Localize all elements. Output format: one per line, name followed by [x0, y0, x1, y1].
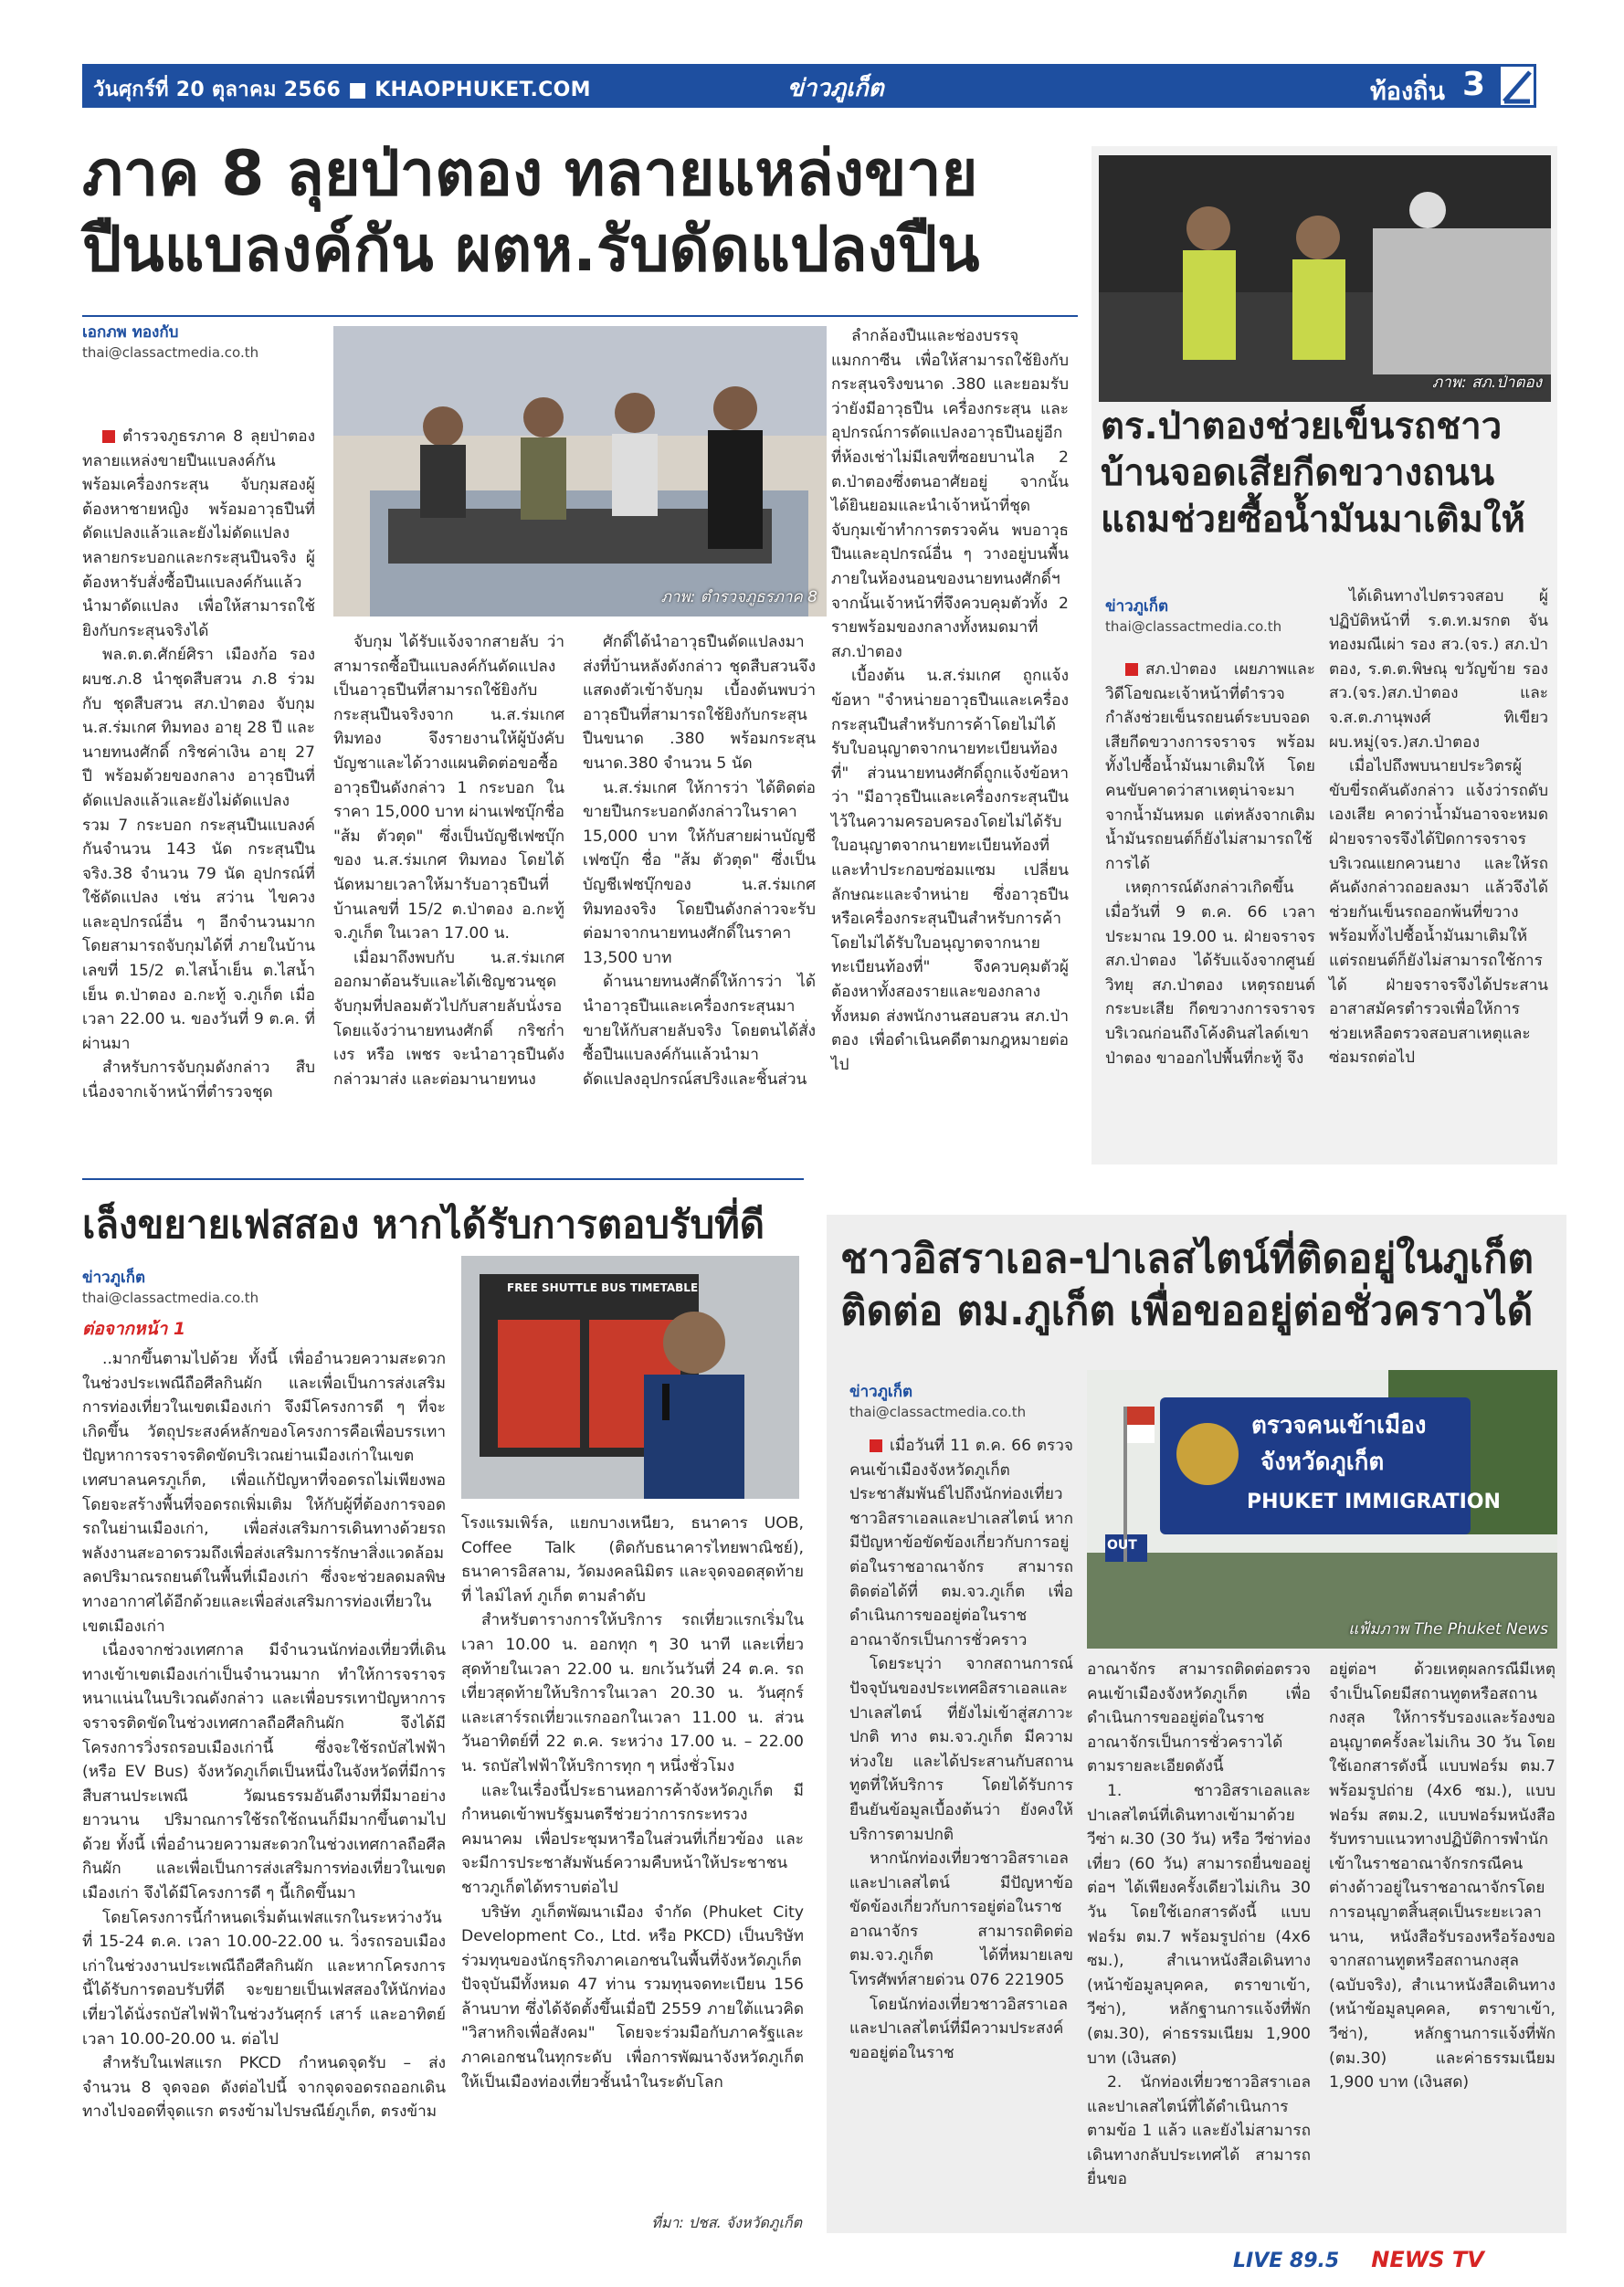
story2-headline: ตร.ป่าตองช่วยเข็นรถชาวบ้านจอดเสียกีดขวางถนน แถมช่วยซื้อน้ำมันมาเติมให้ [1101, 406, 1525, 542]
story2-column-2: ได้เดินทางไปตรวจสอบ ผู้ปฏิบัติหน้าที่ ร.ต.ท.มรกต จันทองมณีเผ่า รอง สว.(จร.) สภ.ป่าตอง, ร.ต.ต.พิษณุ ขวัญข้าย รอง สว.(จร.)สภ.ป่าตอง และ จ.ส.ต.ภานุพงศ์ ทิเขียว ผบ.หมู่(จร.)สภ.ป่าตอง เมื่อไปถึงพบนายประวิตรผู้ขับขี่รถคันดังกล่าว แจ้งว่ารถดับเองเสีย คาดว่าน้ำมันอาจจะหมด ฝ่ายจราจรจึงได้ปิดการจราจรบริเวณแยกควนยาง และให้รถคันดังกล่าวถอยลงมา แล้วจึงได้ช่วยกันเข็นรถออกพ้นที่ขวาง พร้อมทั้งไปซื้อน้ำมันมาเติมให้ แต่รถยนต์ก็ยังไม่สามารถใช้การได้ ฝ่ายจราจรจึงได้ประสานอาสาสมัครตำรวจเพื่อให้การช่วยเหลือตรวจสอบสาเหตุและซ่อมรถต่อไป [1329, 587, 1548, 1068]
story4-sign-line1: ตรวจคนเข้าเมือง [1251, 1412, 1427, 1439]
story3-photo [461, 1256, 799, 1499]
story3-rule [82, 1178, 804, 1180]
story1-column-2: จับกุม ได้รับแจ้งจากสายลับ ว่าสามารถซื้อปืนแบลงค์กันดัดแปลงเป็นอาวุธปืนที่สามารถใช้ยิงกับกระสุนปืนจริงจาก น.ส.ร่มเกศ ทิมทอง จึงรายงานให้ผู้บังคับบัญชาและได้วางแผนติดต่อขอซื้ออาวุธปืนดังกล่าว 1 กระบอก ในราคา 15,000 บาท ผ่านเฟซบุ๊กชื่อ "ส้ม ตัวตุด" ซึ่งเป็นบัญชีเฟซบุ๊กของ น.ส.ร่มเกศ ทิมทอง โดยได้นัดหมายเวลาให้มารับอาวุธปืนที่บ้านเลขที่ 15/2 ต.ป่าตอง อ.กะทู้ จ.ภูเก็ต ในเวลา 17.00 น. เมื่อมาถึงพบกับ น.ส.ร่มเกศ ออกมาต้อนรับและได้เชิญชวนชุดจับกุมที่ปลอมตัวไปกับสายลับนั่งรอ โดยแจ้งว่านายทนงศักดิ์ กริชก่ำเงร หรือ เพชร จะนำอาวุธปืนดังกล่าวมาส่ง และต่อมานายทนง [333, 633, 564, 1089]
story2-photo-caption: ภาพ: สภ.ป่าตอง [1432, 374, 1542, 392]
story1-photo [333, 326, 827, 617]
story3-continued-label: ต่อจากหน้า 1 [82, 1319, 186, 1339]
story2-photo [1099, 155, 1551, 402]
story4-photo-caption: แฟ้มภาพ The Phuket News [1348, 1620, 1548, 1639]
story1-rule [82, 315, 1078, 317]
story3-source: ที่มา: ปชส. จังหวัดภูเก็ต [651, 2214, 802, 2231]
story4-column-2: อาณาจักร สามารถติดต่อตรวจคนเข้าเมืองจังหวัดภูเก็ต เพื่อดำเนินการขออยู่ต่อในราชอาณาจักรเป็นการชั่วคราวได้ ตามรายละเอียดดังนี้ 1. ชาวอิสราเอลและปาเลสไตน์ที่เดินทางเข้ามาด้วย วีซ่า ผ.30 (30 วัน) หรือ วีซ่าท่องเที่ยว (60 วัน) สามารถยื่นขออยู่ต่อฯ ได้เพียงครั้งเดียวไม่เกิน 30 วัน โดยใช้เอกสารดังนี้ แบบฟอร์ม ตม.7 พร้อมรูปถ่าย (4x6 ซม.), สำเนาหนังสือเดินทาง (หน้าข้อมูลบุคคล, ตราขาเข้า, วีซ่า), หลักฐานการแจ้งที่พัก (ตม.30), ค่าธรรมเนียม 1,900 บาท (เงินสด) 2. นักท่องเที่ยวชาวอิสราเอลและปาเลสไตน์ที่ได้ดำเนินการตามข้อ 1 แล้ว และยังไม่สามารถเดินทางกลับประเทศได้ สามารถยื่นขอ [1087, 1660, 1311, 2189]
story4-out-sign: OUT [1107, 1538, 1137, 1553]
story4-column-1: เมื่อวันที่ 11 ต.ค. 66 ตรวจคนเข้าเมืองจังหวัดภูเก็ต ประชาสัมพันธ์ไปถึงนักท่องเที่ยวชาวอิสราเอลและปาเลสไตน์ หากมีปัญหาข้อขัดข้องเกี่ยวกับการอยู่ต่อในราชอาณาจักร สามารถติดต่อได้ที่ ตม.จว.ภูเก็ต เพื่อดำเนินการขออยู่ต่อในราชอาณาจักรเป็นการชั่วคราว โดยระบุว่า จากสถานการณ์ปัจจุบันของประเทศอิสราเอลและปาเลสไตน์ ที่ยังไม่เข้าสู่สภาวะปกติ ทาง ตม.จว.ภูเก็ต มีความห่วงใย และได้ประสานกับสถานทูตที่ให้บริการ โดยได้รับการยืนยันข้อมูลเบื้องต้นว่า ยังคงให้บริการตามปกติ หากนักท่องเที่ยวชาวอิสราเอลและปาเลสไตน์ มีปัญหาข้อขัดข้องเกี่ยวกับการอยู่ต่อในราชอาณาจักร สามารถติดต่อ ตม.จว.ภูเก็ต ได้ที่หมายเลขโทรศัพท์สายด่วน 076 221905 โดยนักท่องเที่ยวชาวอิสราเอลและปาเลสไตน์ที่มีความประสงค์ขออยู่ต่อในราช [849, 1437, 1073, 2062]
story1-column-1: ตำรวจภูธรภาค 8 ลุยป่าตองทลายแหล่งขายปืนแบลงค์กัน พร้อมเครื่องกระสุน จับกุมสองผู้ต้องหาชายหญิง พร้อมอาวุธปืนที่ดัดแปลงแล้วและยังไม่ดัดแปลง หลายกระบอกและกระสุนปืนจริง ผู้ต้องหารับสั่งซื้อปืนแบลงค์กันแล้วนำมาดัดแปลง เพื่อให้สามารถใช้ยิงกับกระสุนจริงได้ พล.ต.ต.ศักย์ศิรา เมืองก้อ รอง ผบช.ภ.8 นำชุดสืบสวน ภ.8 ร่วมกับ ชุดสืบสวน สภ.ป่าตอง จับกุม น.ส.ร่มเกศ ทิมทอง อายุ 28 ปี และนายทนงศักดิ์ กริชค่าเงิน อายุ 27 ปี พร้อมด้วยของกลาง อาวุธปืนที่ดัดแปลงแล้วและยังไม่ดัดแปลง รวม 7 กระบอก กระสุนปืนแบลงค์กันจำนวน 143 นัด กระสุนปืนจริง.38 จำนวน 79 นัด อุปกรณ์ที่ใช้ดัดแปลง เช่น สว่าน ไขควง และอุปกรณ์อื่น ๆ อีกจำนวนมาก โดยสามารถจับกุมได้ที่ ภายในบ้านเลขที่ 15/2 ต.ไสน้ำเย็น ต.ไสน้ำเย็น ต.ป่าตอง อ.กะทู้ จ.ภูเก็ต เมื่อเวลา 22.00 น. ของวันที่ 9 ต.ค. ที่ผ่านมา สำหรับการจับกุมดังกล่าว สืบเนื่องจากเจ้าหน้าที่ตำรวจชุด [82, 427, 315, 1102]
story4-byline: ข่าวภูเก็ต thai@classactmedia.co.th [849, 1383, 1027, 1420]
story4-sign-line2: จังหวัดภูเก็ต [1260, 1449, 1385, 1476]
story3-column-1: ..มากขึ้นตามไปด้วย ทั้งนี้ เพื่ออำนวยความสะดวกในช่วงประเพณีถือศีลกินผัก และเพื่อเป็นการส่งเสริมการท่องเที่ยวในเขตเมืองเก่า จึงมีโครงการดี ๆ ที่จะเกิดขึ้น วัตถุประสงค์หลักของโครงการคือเพื่อบรรเทาปัญหาการจราจรติดขัดบริเวณย่านเมืองเก่าในเขตเทศบาลนครภูเก็ต, เพื่อแก้ปัญหาที่จอดรถไม่เพียงพอโดยจะสร้างพื้นที่จอดรถเพิ่มเติม ให้กับผู้ที่ต้องการจอดรถในย่านเมืองเก่า, เพื่อส่งเสริมการเดินทางด้วยรถพลังงานสะอาดรวมถึงเพื่อส่งเสริมการรักษาสิ่งแวดล้อม ลดปริมาณรถยนต์ในพื้นที่เมืองเก่า ซึ่งจะช่วยลดมลพิษทางอากาศได้อีกด้วยและเพื่อส่งเสริมการท่องเที่ยวในเขตเมืองเก่า เนื่องจากช่วงเทศกาล มีจำนวนนักท่องเที่ยวที่เดินทางเข้าเขตเมืองเก่าเป็นจำนวนมาก ทำให้การจราจรหนาแน่นในบริเวณดังกล่าว และเพื่อบรรเทาปัญหาการจราจรติดขัดในช่วงเทศกาลถือศีลกินผัก จึงได้มีโครงการวิ่งรถรอบเมืองเก่านี้ ซึ่งจะใช้รถบัสไฟฟ้า (หรือ EV Bus) จังหวัดภูเก็ตเป็นหนึ่งในจังหวัดที่มีการสืบสานประเพณี วัฒนธรรมอันดีงามที่มีมาอย่างยาวนาน ปริมาณการใช้รถใช้ถนนก็มีมากขึ้นตามไปด้วย ทั้งนี้ เพื่ออำนวยความสะดวกในช่วงเทศกาลถือศีลกินผัก และเพื่อเป็นการส่งเสริมการท่องเที่ยวในเขตเมืองเก่า จึงได้มีโครงการดี ๆ นี้เกิดขึ้นมา โดยโครงการนี้กำหนดเริ่มต้นเฟสแรกในระหว่างวันที่ 15-24 ต.ค. เวลา 10.00-22.00 น. วิ่งรถรอบเมืองเก่าในช่วงงานประเพณีถือศีลกินผัก และหากโครงการนี้ได้รับการตอบรับที่ดี จะขยายเป็นเฟสสองให้นักท่องเที่ยวได้นั่งรถบัสไฟฟ้าในช่วงวันศุกร์ เสาร์ และอาทิตย์ เวลา 10.00-20.00 น. ต่อไป สำหรับในเฟสแรก PKCD กำหนดจุดรับ – ส่ง จำนวน 8 จุดจอด ดังต่อไปนี้ จากจุดจอดรถออกเดินทางไปจอดที่จุดแรก ตรงข้ามไปรษณีย์ภูเก็ต, ตรงข้าม [82, 1350, 446, 2122]
corner-mark-icon [1498, 64, 1536, 108]
story1-byline: เอกภพ ทองกับ thai@classactmedia.co.th [82, 323, 259, 361]
bullet-square-icon [1125, 663, 1138, 676]
story1-column-4: ลำกล้องปืนและช่องบรรจุแมกกาซีน เพื่อให้สามารถใช้ยิงกับกระสุนจริงขนาด .380 และยอมรับว่ายังมีอาวุธปืน เครื่องกระสุน และอุปกรณ์การดัดแปลงอาวุธปืนอยู่อีกที่ห้องเช่าไม่มีเลขที่ซอยบานไล 2 ต.ป่าตองซึ่งตนอาศัยอยู่ จากนั้นได้ยินยอมและนำเจ้าหน้าที่ชุดจับกุมเข้าทำการตรวจค้น พบอาวุธปืนและอุปกรณ์อื่น ๆ วางอยู่บนพื้นภายในห้องนอนของนายทนงศักดิ์ฯ จากนั้นเจ้าหน้าที่จึงควบคุมตัวทั้ง 2 รายพร้อมของกลางทั้งหมดมาที่ สภ.ป่าตอง เบื้องต้น น.ส.ร่มเกศ ถูกแจ้งข้อหา "จำหน่ายอาวุธปืนและเครื่องกระสุนปืนสำหรับการค้าโดยไม่ได้รับใบอนุญาตจากนายทะเบียนท้องที่" ส่วนนายทนงศักดิ์ถูกแจ้งข้อหาว่า "มีอาวุธปืนและเครื่องกระสุนปืนไว้ในความครอบครองโดยไม่ได้รับใบอนุญาตจากนายทะเบียนท้องที่ และทำประกอบซ่อมแซม เปลี่ยนลักษณะและจำหน่าย ซึ่งอาวุธปืนหรือเครื่องกระสุนปืนสำหรับการค้า โดยไม่ได้รับใบอนุญาตจากนายทะเบียนท้องที่" จึงควบคุมตัวผู้ต้องหาทั้งสองรายและของกลางทั้งหมด ส่งพนักงานสอบสวน สภ.ป่าตอง เพื่อดำเนินคดีตามกฎหมายต่อไป [831, 327, 1069, 1074]
story2-column-1: สภ.ป่าตอง เผยภาพและวิดีโอขณะเจ้าหน้าที่ตำรวจกำลังช่วยเข็นรถยนต์ระบบจอดเสียกีดขวางการจราจร พร้อมทั้งไปซื้อน้ำมันมาเติมให้ โดยคนขับคาดว่าสาเหตุน่าจะมาจากน้ำมันหมด แต่หลังจากเติมน้ำมันรถยนต์ก็ยังไม่สามารถใช้การได้ เหตุการณ์ดังกล่าวเกิดขึ้นเมื่อวันที่ 9 ต.ค. 66 เวลาประมาณ 19.00 น. ฝ่ายจราจร สภ.ป่าตอง ได้รับแจ้งจากศูนย์วิทยุ สภ.ป่าตอง เหตุรถยนต์กระบะเสีย กีดขวางการจราจร บริเวณก่อนถึงโค้งดินสไลด์เขาป่าตอง ขาออกไปพื้นที่กะทู้ จึง [1105, 660, 1315, 1068]
story1-headline: ภาค 8 ลุยป่าตอง ทลายแหล่งขาย ปืนแบลงค์กัน ผตห.รับดัดแปลงปืน [82, 138, 980, 286]
page-number: 3 [1461, 66, 1485, 103]
newspaper-logo: ข่าวภูเก็ต [787, 75, 884, 102]
story4-sign-line3: PHUKET IMMIGRATION [1247, 1491, 1501, 1513]
story3-photo-text: FREE SHUTTLE BUS TIMETABLE [507, 1281, 699, 1294]
live-radio-logo: LIVE 89.5 [1233, 2250, 1340, 2272]
story1-column-3: ศักดิ์ได้นำอาวุธปืนดัดแปลงมาส่งที่บ้านหลังดังกล่าว ชุดสืบสวนจึงแสดงตัวเข้าจับกุม เบื้องต้นพบว่าอาวุธปืนที่สามารถใช้ยิงกับกระสุนปืนขนาด .380 พร้อมกระสุนขนาด.380 จำนวน 5 นัด น.ส.ร่มเกศ ให้การว่า ได้ติดต่อขายปืนกระบอกดังกล่าวในราคา 15,000 บาท ให้กับสายผ่านบัญชีเฟซบุ๊ก ชื่อ "ส้ม ตัวตุด" ซึ่งเป็นบัญชีเฟซบุ๊กของ น.ส.ร่มเกศ ทิมทองจริง โดยปืนดังกล่าวจะรับต่อมาจากนายทนงศักดิ์ในราคา 13,500 บาท ด้านนายทนงศักดิ์ให้การว่า ได้นำอาวุธปืนและเครื่องกระสุนมาขายให้กับสายลับจริง โดยตนได้สั่งซื้อปืนแบลงค์กันแล้วนำมาดัดแปลงอุปกรณ์สปริงและชิ้นส่วน [583, 633, 816, 1089]
bullet-square-icon [870, 1439, 882, 1452]
story4-headline: ชาวอิสราเอล-ปาเลสไตน์ที่ติดอยู่ในภูเก็ต ติดต่อ ตม.ภูเก็ต เพื่อขออยู่ต่อชั่วคราวได้ [840, 1236, 1534, 1335]
page-header [82, 64, 1536, 108]
story4-column-3: อยู่ต่อฯ ด้วยเหตุผลกรณีมีเหตุจำเป็นโดยมีสถานทูตหรือสถานกงสุล ให้การรับรองและร้องขออนุญาตครั้งละไม่เกิน 30 วัน โดยใช้เอกสารดังนี้ แบบฟอร์ม ตม.7 พร้อมรูปถ่าย (4x6 ซม.), แบบฟอร์ม สตม.2, แบบฟอร์มหนังสือรับทราบแนวทางปฏิบัติการพำนักเข้าในราชอาณาจักรกรณีคนต่างด้าวอยู่ในราชอาณาจักรโดยการอนุญาตสิ้นสุดเป็นระยะเวลานาน, หนังสือรับรองหรือร้องขอจากสถานทูตหรือสถานกงสุล (ฉบับจริง), สำเนาหนังสือเดินทาง (หน้าข้อมูลบุคคล, ตราขาเข้า, วีซ่า), หลักฐานการแจ้งที่พัก (ตม.30) และค่าธรรมเนียม 1,900 บาท (เงินสด) [1329, 1660, 1555, 2092]
story2-byline: ข่าวภูเก็ต thai@classactmedia.co.th [1105, 597, 1282, 635]
story1-photo-caption: ภาพ: ตำรวจภูธรภาค 8 [660, 588, 817, 606]
section-title: ท้องถิ่น [1369, 78, 1445, 106]
story3-headline: เล็งขยายเฟสสอง หากได้รับการตอบรับที่ดี [82, 1202, 765, 1247]
news-tv-logo: NEWS TV [1371, 2247, 1484, 2272]
story3-column-2: โรงแรมเพิร์ล, แยกบางเหนียว, ธนาคาร UOB, Coffee Talk (ติดกับธนาคารไทยพาณิชย์), ธนาคารอิสลาม, วัดมงคลนิมิตร และจุดจอดสุดท้ายที่ ไลม์ไลท์ ภูเก็ต ตามลำดับ สำหรับตารางการให้บริการ รถเที่ยวแรกเริ่มในเวลา 10.00 น. ออกทุก ๆ 30 นาที และเที่ยวสุดท้ายในเวลา 22.00 น. ยกเว้นวันที่ 24 ต.ค. รถเที่ยวสุดท้ายให้บริการในเวลา 20.30 น. วันศุกร์และเสาร์รถเที่ยวแรกออกในเวลา 11.00 น. ส่วนวันอาทิตย์ที่ 22 ต.ค. ระหว่าง 17.00 น. – 22.00 น. รถบัสไฟฟ้าให้บริการทุก ๆ หนึ่งชั่วโมง และในเรื่องนี้ประธานหอการค้าจังหวัดภูเก็ต มีกำหนดเข้าพบรัฐมนตรีช่วยว่าการกระทรวงคมนาคม เพื่อประชุมหารือในส่วนที่เกี่ยวข้อง และจะมีการประชาสัมพันธ์ความคืบหน้าให้ประชาชนชาวภูเก็ตได้ทราบต่อไป บริษัท ภูเก็ตพัฒนาเมือง จำกัด (Phuket City Development Co., Ltd. หรือ PKCD) เป็นบริษัทร่วมทุนของนักธุรกิจภาคเอกชนในพื้นที่จังหวัดภูเก็ต ปัจจุบันมีทั้งหมด 47 ท่าน รวมทุนจดทะเบียน 156 ล้านบาท ซึ่งได้จัดตั้งขึ้นเมื่อปี 2559 ภายใต้แนวคิด "วิสาหกิจเพื่อสังคม" โดยจะร่วมมือกับภาครัฐและภาคเอกชนในทุกระดับ เพื่อการพัฒนาจังหวัดภูเก็ตให้เป็นเมืองท่องเที่ยวชั้นนำในระดับโลก [461, 1514, 804, 2092]
story4-photo [1087, 1370, 1557, 1649]
story3-byline: ข่าวภูเก็ต thai@classactmedia.co.th [82, 1269, 259, 1306]
header-date: วันศุกร์ที่ 20 ตุลาคม 2566 ■ KHAOPHUKET.COM [93, 79, 591, 101]
footer-logos [1233, 2247, 1580, 2280]
bullet-square-icon [102, 430, 115, 443]
